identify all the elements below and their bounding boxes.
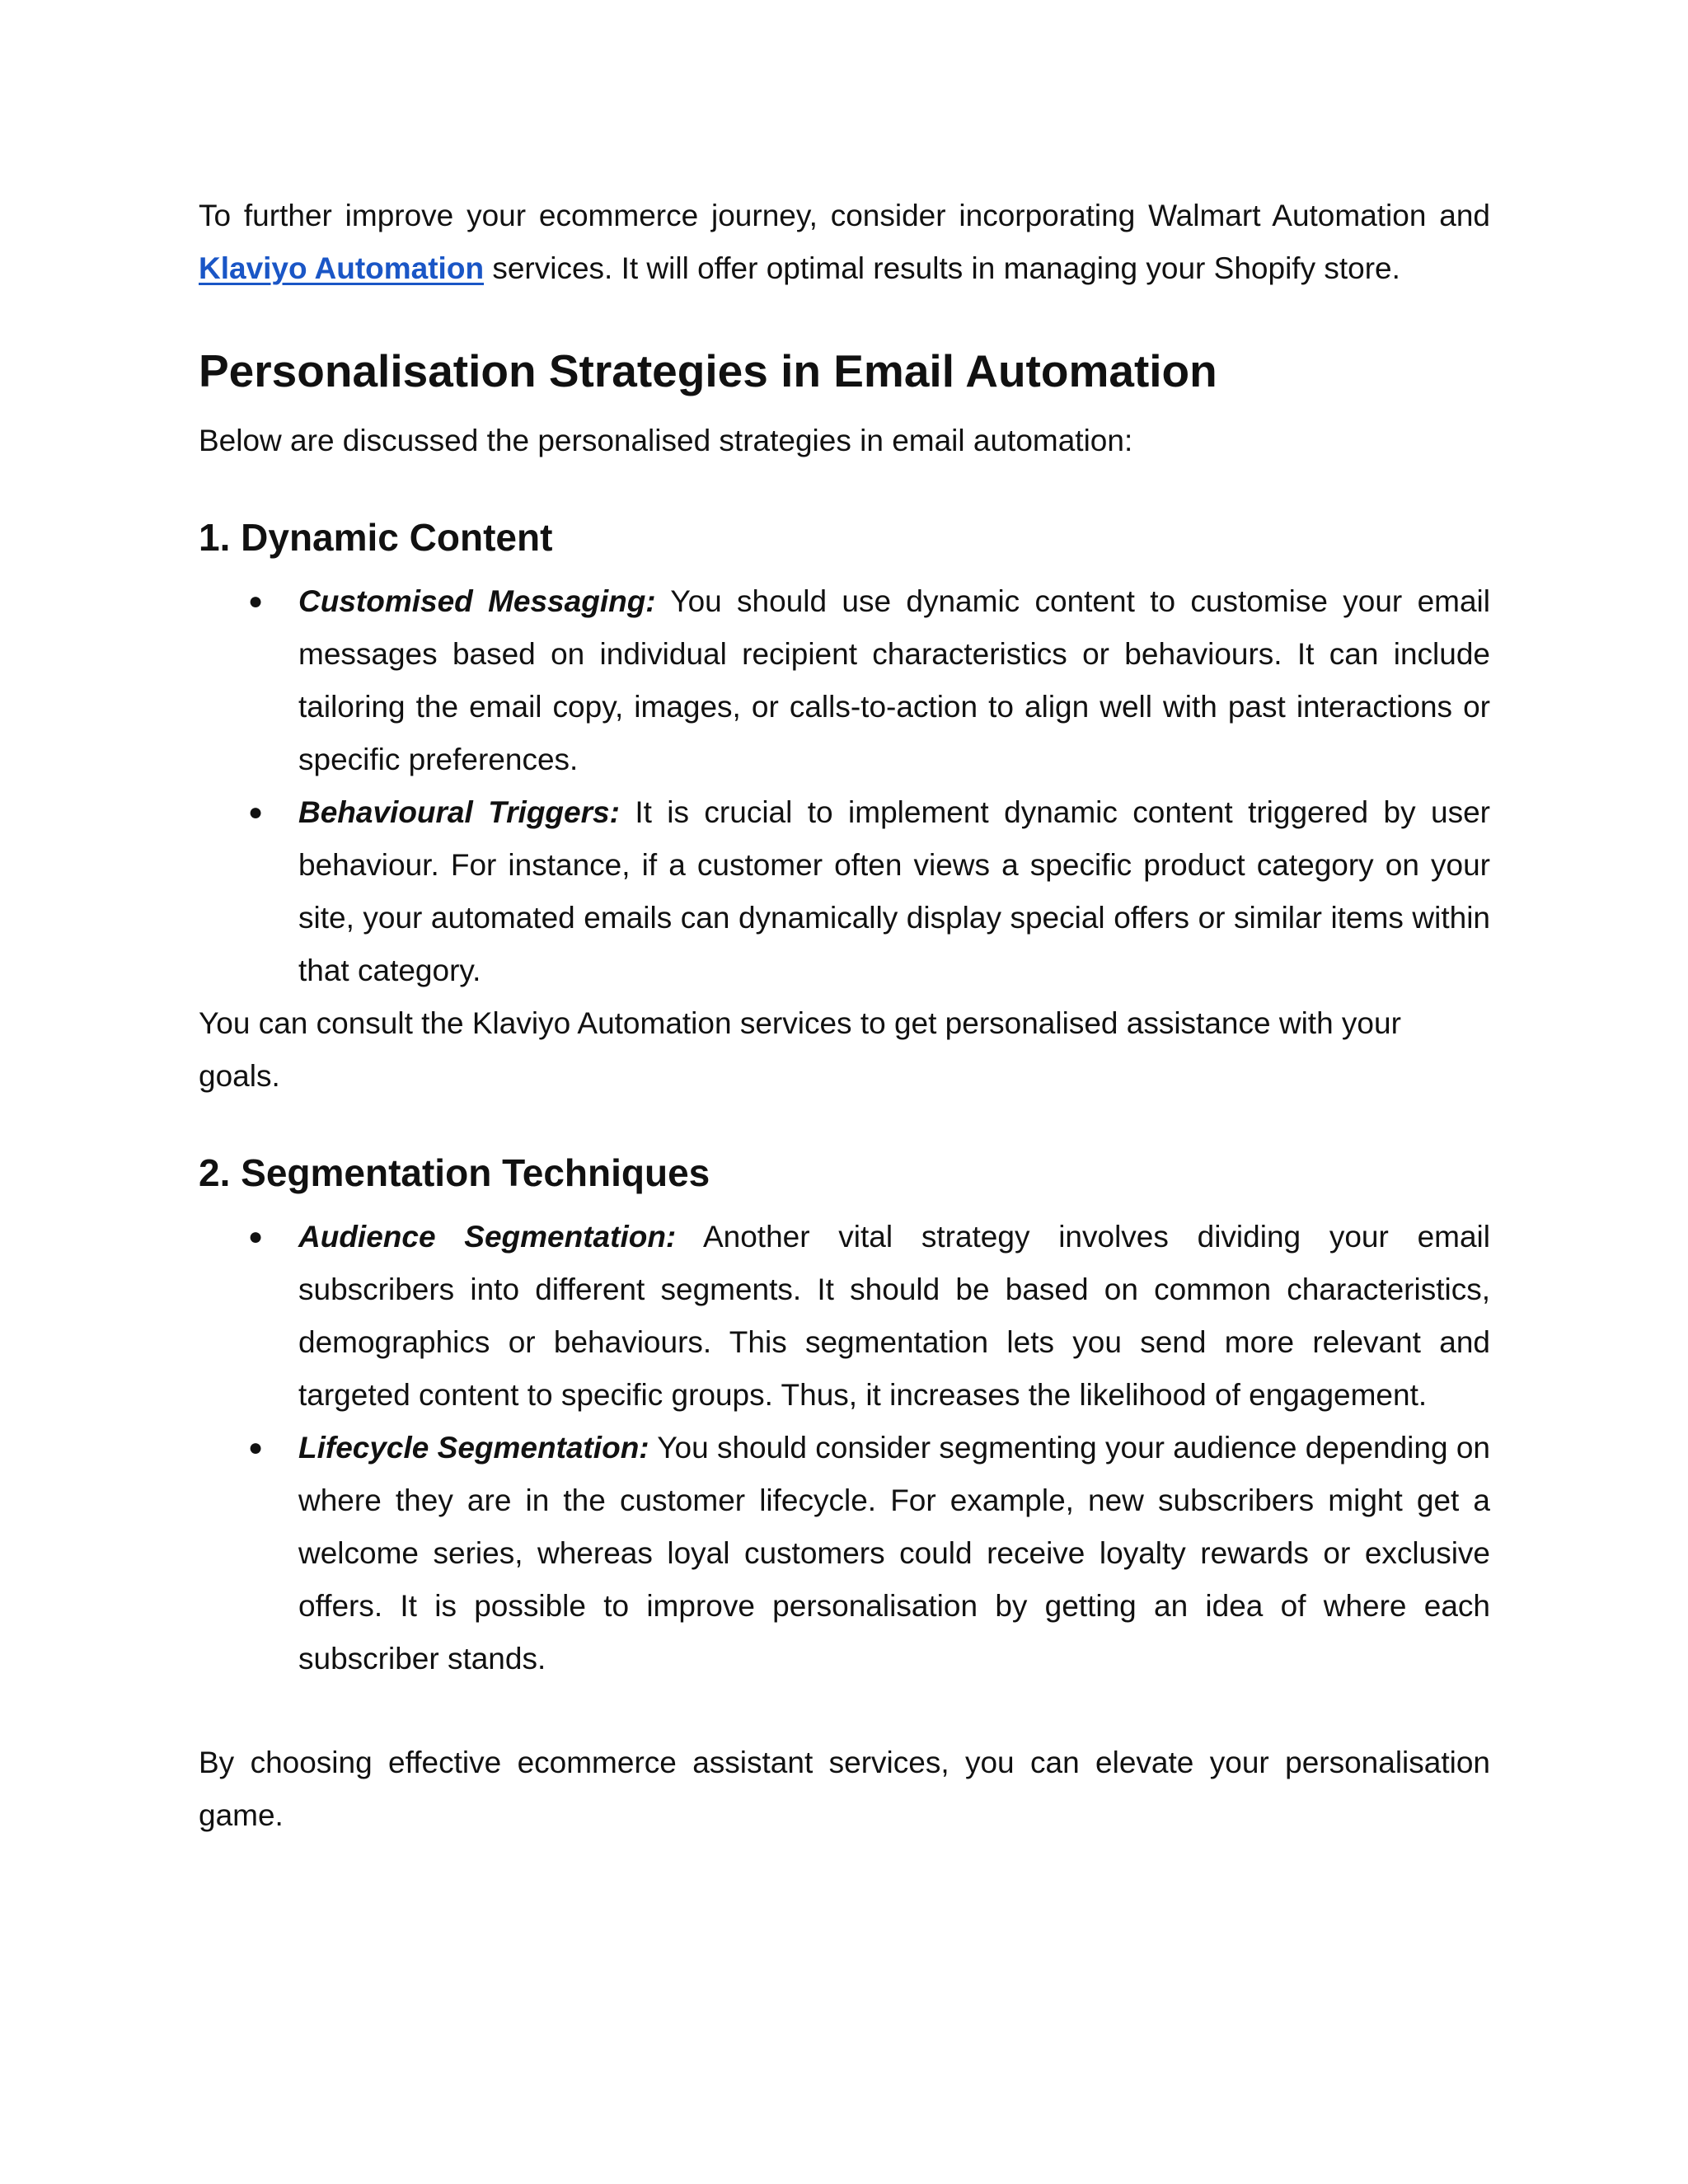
bullet-dot-icon: ●: [248, 799, 264, 826]
section2-bullet-list: [199, 1211, 1490, 1685]
bullet-term: Audience Segmentation:: [298, 1220, 677, 1254]
main-heading: Personalisation Strategies in Email Automation: [199, 345, 1217, 396]
bullet-term: Lifecycle Segmentation:: [298, 1431, 649, 1465]
lead-paragraph: Below are discussed the personalised strategies in email automation:: [199, 424, 1133, 457]
list-item: [199, 575, 1490, 786]
bullet-term: Behavioural Triggers:: [298, 795, 620, 829]
intro-paragraph: [199, 190, 1490, 295]
bullet-dot-icon: ●: [248, 1223, 264, 1250]
section2-heading: 2. Segmentation Techniques: [199, 1151, 710, 1194]
bullet-text: Another vital strategy involves dividing your email subscribers into different segments. It should be based on common characteristics, demographics or behaviours. This segmentation lets you send more relevant and targeted content to specific groups. Thus, it increases the likelihood of engagement.: [298, 1220, 1490, 1412]
bullet-term: Customised Messaging:: [298, 584, 656, 618]
list-item: [199, 1211, 1490, 1422]
bullet-text: It is crucial to implement dynamic content triggered by user behaviour. For instance, if a customer often views a specific product category on your site, your automated emails can dynamically display special offers or similar items within that category.: [298, 795, 1490, 987]
document-page: [199, 190, 1490, 1842]
bullet-dot-icon: ●: [248, 588, 264, 615]
bullet-dot-icon: ●: [248, 1434, 264, 1461]
bullet-text: You should consider segmenting your audience depending on where they are in the customer lifecycle. For example, new subscribers might get a welcome series, whereas loyal customers could receive loyalty rewards or exclusive offers. It is possible to improve personalisation by getting an idea of where each subscriber stands.: [298, 1431, 1491, 1675]
list-item: [199, 786, 1490, 997]
section1-bullet-list: [199, 575, 1490, 997]
klaviyo-automation-link[interactable]: Klaviyo Automation: [199, 251, 485, 285]
list-item: [199, 1422, 1490, 1685]
intro-text-after: services. It will offer optimal results in managing your Shopify store.: [484, 251, 1400, 285]
intro-text-before: To further improve your ecommerce journey, consider incorporating Walmart Automation and: [199, 199, 1490, 232]
section1-heading: 1. Dynamic Content: [199, 516, 553, 559]
bullet-text: You should use dynamic content to customise your email messages based on individual recipient characteristics or behaviours. It can include tailoring the email copy, images, or calls-to-action to align well with past interactions or specific preferences.: [298, 584, 1490, 776]
conclusion-paragraph: By choosing effective ecommerce assistant services, you can elevate your personalisation game.: [199, 1746, 1490, 1832]
section1-closing: You can consult the Klaviyo Automation services to get personalised assistance with your goals.: [199, 1006, 1401, 1093]
